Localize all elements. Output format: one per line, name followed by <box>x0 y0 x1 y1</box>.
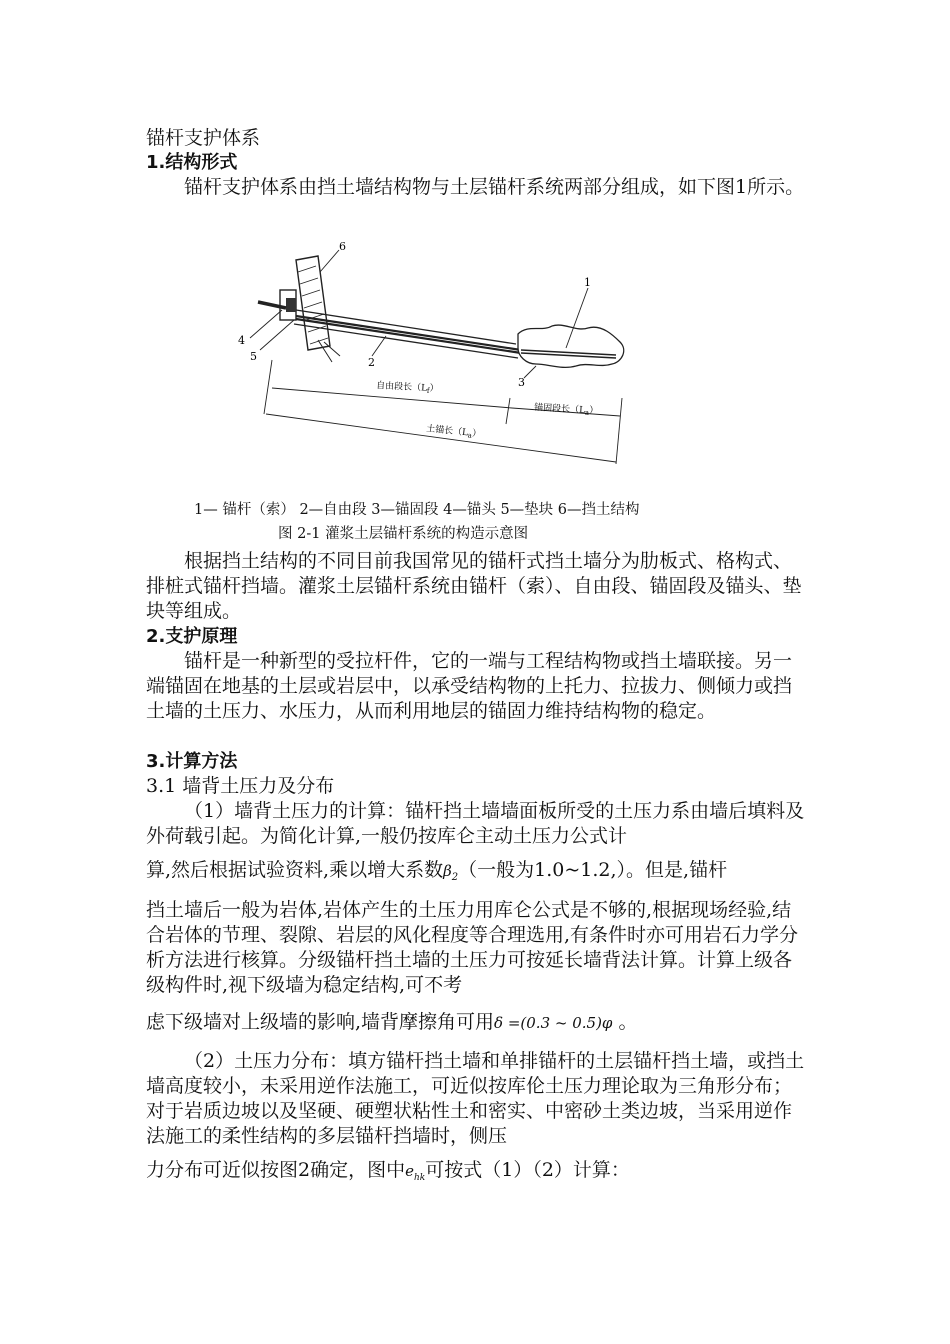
paragraph-after-figure: 根据挡土结构的不同目前我国常见的锚杆式挡土墙分为肋板式、格构式、排桩式锚杆挡墙。灌浆土层锚杆系统由锚杆（索）、自由段、锚固段及锚头、垫块等组成。 <box>146 550 802 622</box>
ehk-symbol: $e_{hk}$ <box>405 1162 426 1183</box>
section-2-heading: 2.支护原理 <box>146 626 238 647</box>
section-3-heading: 3.计算方法 <box>146 751 238 772</box>
paragraph-earth-pressure-c: 挡土墙后一般为岩体,岩体产生的土压力用库仑公式是不够的,根据现场经验,结合岩体的节理、裂隙、岩层的风化程度等合理选用,有条件时亦可用岩石力学分析方法进行核算。分级锚杆挡土墙的土压力可按延长墙背法计算。计算上级各级构件时,视下级墙为稳定结构,可不考 <box>146 899 799 996</box>
paragraph-earth-pressure-a: （1）墙背土压力的计算：锚杆挡土墙墙面板所受的土压力系由墙后填料及外荷载引起。为简化计算,一般仍按库仑主动土压力公式计 <box>146 800 805 847</box>
label-1: 1 <box>584 276 591 289</box>
anchor-head <box>258 290 296 320</box>
label-6: 6 <box>339 240 346 253</box>
label-4: 4 <box>238 334 245 347</box>
subsection-3-1-heading: 3.1 墙背土压力及分布 <box>146 775 335 797</box>
paragraph-pressure-distribution-end: 力分布可近似按图2确定，图中$e_{hk}$可按式（1）（2）计算： <box>146 1159 630 1183</box>
paragraph-earth-pressure-d: 虑下级墙对上级墙的影响,墙背摩擦角可用δ =(0.3 ~ 0.5)φ 。 <box>146 1011 638 1033</box>
document-title: 锚杆支护体系 <box>146 127 261 149</box>
paragraph-earth-pressure-b: 算,然后根据试验资料,乘以增大系数$\beta_2$（一般为1.0~1.2,）。但是,锚杆 <box>146 859 728 883</box>
label-2: 2 <box>368 356 375 369</box>
retaining-wall <box>296 256 340 362</box>
beta-symbol: $\beta_2$ <box>443 862 459 883</box>
label-3: 3 <box>518 376 525 389</box>
section-2-paragraph: 锚杆是一种新型的受拉杆件，它的一端与工程结构物或挡土墙联接。另一端锚固在地基的土层或岩层中，以承受结构物的上托力、拉拔力、侧倾力或挡土墙的土压力、水压力，从而利用地层的锚固力维持结构物的稳定。 <box>146 650 793 722</box>
friction-angle-formula: δ =(0.3 ~ 0.5)φ <box>494 1014 613 1032</box>
paragraph-pressure-distribution: （2）土压力分布：填方锚杆挡土墙和单排锚杆的土层锚杆挡土墙，或挡土墙高度较小，未采用逆作法施工，可近似按库伦土压力理论取为三角形分布；对于岩质边坡以及坚硬、硬塑状粘性土和密实、中密砂土类边坡，当采用逆作法施工的柔性结构的多层锚杆挡墙时，侧压 <box>146 1050 805 1147</box>
anchor-segment <box>518 325 624 367</box>
dimension-lines <box>264 360 622 464</box>
figure-caption: 图 2-1 灌浆土层锚杆系统的构造示意图 <box>278 526 529 542</box>
anchor-length-label: 锚固段长$(L_a)$ <box>533 403 599 417</box>
label-5: 5 <box>250 350 257 363</box>
section-1-paragraph: 锚杆支护体系由挡土墙结构物与土层锚杆系统两部分组成，如下图1所示。 <box>184 176 805 198</box>
total-length-label: 土锚长$(L_a)$ <box>425 424 482 440</box>
figure-legend: 1— 锚杆（索） 2—自由段 3—锚固段 4—锚头 5—垫块 6—挡土结构 <box>194 502 640 518</box>
anchor-diagram <box>236 238 636 470</box>
free-length-label: 自由段长$(L_f)$ <box>375 381 439 395</box>
section-1-heading: 1.结构形式 <box>146 152 238 173</box>
